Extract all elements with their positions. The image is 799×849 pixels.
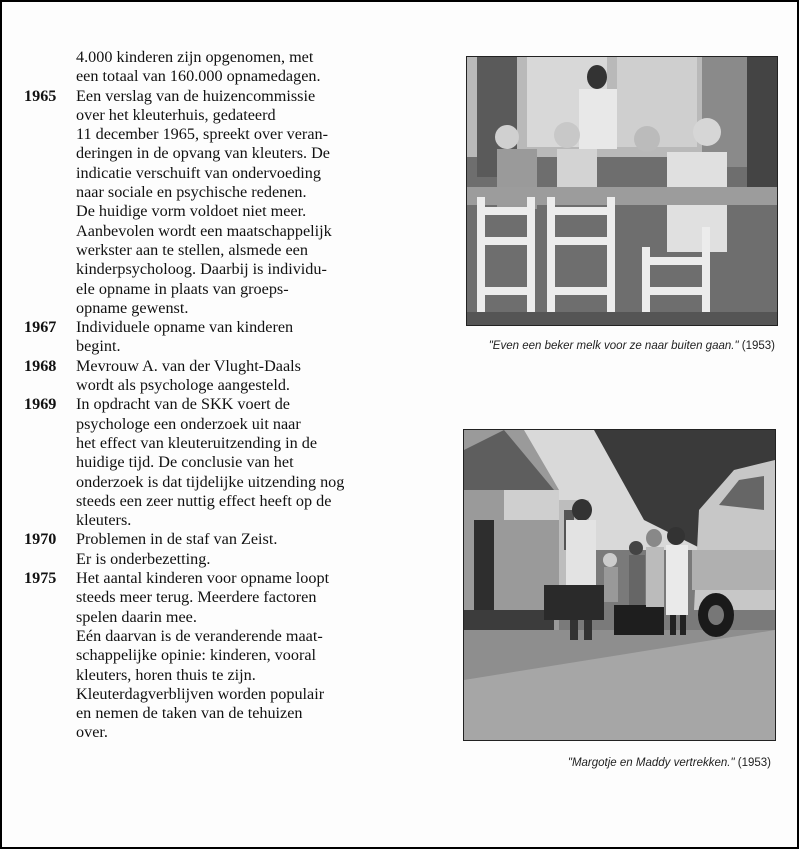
text-line: werkster aan te stellen, alsmede een xyxy=(76,240,308,259)
text-line: Een verslag van de huizencommissie xyxy=(76,86,316,105)
timeline-entry xyxy=(24,530,369,569)
caption-text: "Even een beker melk voor ze naar buiten gaan." xyxy=(488,340,739,352)
text-line: Kleuterdagverblijven worden populair xyxy=(76,684,325,703)
text-line: 11 december 1965, spreekt over veran- xyxy=(76,125,328,144)
entry-year: 1969 xyxy=(24,395,57,414)
timeline-entry xyxy=(24,48,369,87)
text-line: naar sociale en psychische redenen. xyxy=(76,183,307,202)
entry-year: 1975 xyxy=(24,569,57,588)
text-line: schappelijke opinie: kinderen, vooral xyxy=(76,646,317,665)
text-line: opname gewenst. xyxy=(76,298,189,317)
entry-year: 1968 xyxy=(24,356,57,375)
text-line: psychologe een onderzoek uit naar xyxy=(76,414,301,433)
text-line: Er is onderbezetting. xyxy=(76,549,211,568)
text-line: In opdracht van de SKK voert de xyxy=(76,395,290,414)
photo-children-milk xyxy=(466,56,778,326)
entry-year: 1967 xyxy=(24,318,57,337)
caption-year: (1953) xyxy=(741,340,775,352)
text-line: Eén daarvan is de veranderende maat- xyxy=(76,626,323,645)
text-line: steeds een zeer nuttig effect heeft op de xyxy=(76,491,332,510)
timeline-entry xyxy=(24,87,369,319)
text-line: kleuters. xyxy=(76,511,132,530)
text-line: Mevrouw A. van der Vlught-Daals xyxy=(76,356,301,375)
timeline-entry xyxy=(24,357,369,396)
text-line: steeds meer terug. Meerdere factoren xyxy=(76,588,317,607)
photo-caption xyxy=(489,340,775,352)
timeline-entry xyxy=(24,395,369,530)
timeline-entry xyxy=(24,569,369,743)
caption-year: (1953) xyxy=(737,757,771,769)
text-line: Aanbevolen wordt een maatschappelijk xyxy=(76,221,332,240)
text-line: wordt als psychologe aangesteld. xyxy=(76,376,290,395)
timeline-text xyxy=(24,48,369,743)
text-line: onderzoek is dat tijdelijke uitzending nog xyxy=(76,472,345,491)
text-line: en nemen de taken van de tehuizen xyxy=(76,704,303,723)
text-line: kleuters, horen thuis te zijn. xyxy=(76,665,256,684)
text-line: huidige tijd. De conclusie van het xyxy=(76,453,294,472)
text-line: over het kleuterhuis, gedateerd xyxy=(76,105,276,124)
text-line: over. xyxy=(76,723,108,742)
text-line: begint. xyxy=(76,337,121,356)
caption-text: "Margotje en Maddy vertrekken." xyxy=(567,757,735,769)
entry-year: 1970 xyxy=(24,530,57,549)
timeline-entry xyxy=(24,318,369,357)
text-line: een totaal van 160.000 opnamedagen. xyxy=(76,67,321,86)
photo-caption xyxy=(568,757,771,769)
text-line: Problemen in de staf van Zeist. xyxy=(76,530,278,549)
text-line: indicatie verschuift van ondervoeding xyxy=(76,163,321,182)
text-line: Individuele opname van kinderen xyxy=(76,318,294,337)
text-line: deringen in de opvang van kleuters. De xyxy=(76,144,330,163)
text-line: 4.000 kinderen zijn opgenomen, met xyxy=(76,48,314,66)
text-line: het effect van kleuteruitzending in de xyxy=(76,433,318,452)
photo-departure xyxy=(463,429,776,741)
text-line: spelen daarin mee. xyxy=(76,607,197,626)
text-line: De huidige vorm voldoet niet meer. xyxy=(76,202,307,221)
text-line: ele opname in plaats van groeps- xyxy=(76,279,289,298)
text-line: kinderpsycholoog. Daarbij is individu- xyxy=(76,260,327,279)
text-line: Het aantal kinderen voor opname loopt xyxy=(76,569,330,588)
entry-year: 1965 xyxy=(24,86,57,105)
